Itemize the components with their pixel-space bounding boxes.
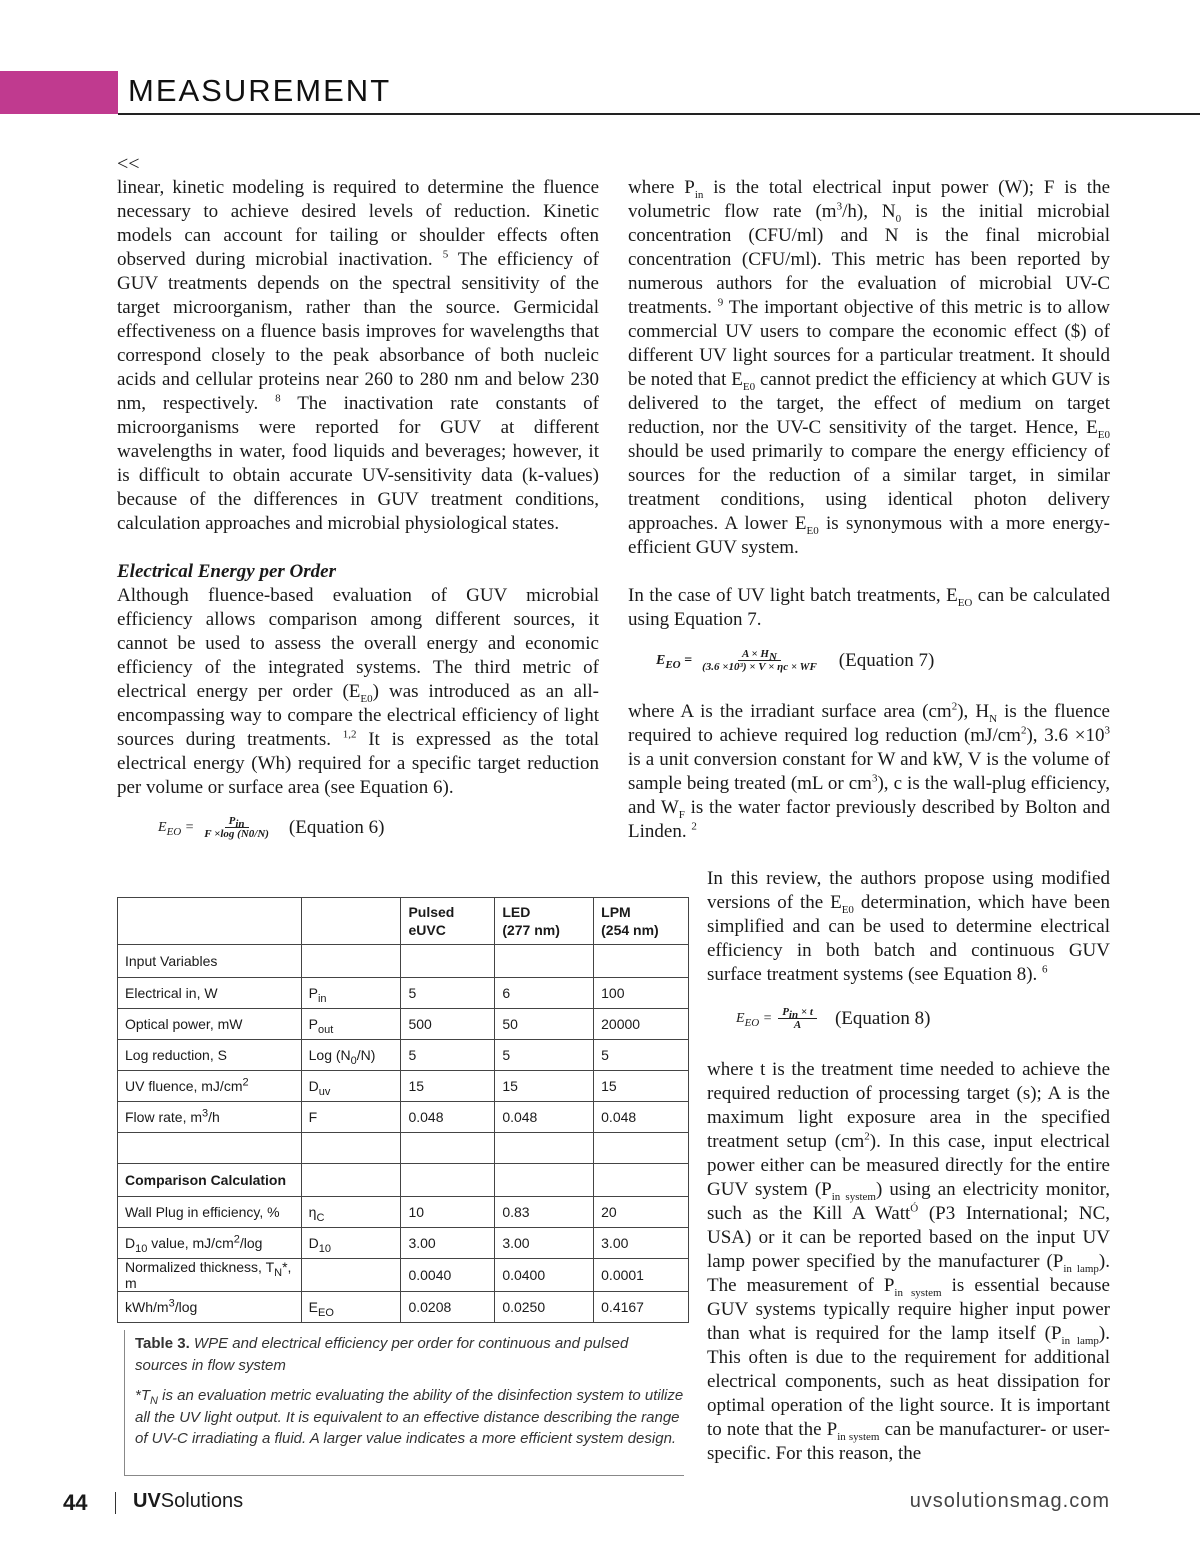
table-header-row (118, 898, 689, 945)
cell-pulsed: 0.0040 (401, 1259, 495, 1292)
table-row (118, 1197, 689, 1228)
cell-lpm: 5 (594, 1040, 689, 1071)
table-row (118, 978, 689, 1009)
equation-7-formula: $E_{EO}$ = $\frac{A \times H_N}{\text{(3.6 ×10³) × V × ηc × WF}}$ (656, 648, 817, 673)
right-narrow-column (707, 867, 1110, 987)
caption-title: Table 3. WPE and electrical efficiency per order for continuous and pulsed sources in flow system (135, 1335, 629, 1374)
row-symbol: $D_{uv}$ (301, 1071, 401, 1102)
body-paragraph: In this review, the authors propose using modified versions of the $E_{E0}$ determination, which have been simplified and can be used to determine electrical efficiency in both batch and continuous GUV surface treatment systems (see Equation 8). $^6$ (707, 868, 1110, 985)
equation-6 (158, 815, 384, 840)
row-label: Electrical in, W (118, 978, 302, 1009)
table-header-cell: LED (277 nm) (495, 898, 594, 945)
body-paragraph: Although fluence-based evaluation of GUV microbial efficiency allows comparison among different sources, it cannot be used to assess the overall energy and economic efficiency of the integrated systems. The third metric of electrical energy per order $(E_{E0})$ was introduced as an all-encompassing way to compare the electrical efficiency of light sources during treatments. $^{1,2}$ It is expressed as the total electrical energy (Wh) required for a specific target reduction per volume or surface area (see Equation 6). (117, 585, 599, 798)
row-symbol: $P_{in}$ (301, 978, 401, 1009)
row-label: Wall Plug in efficiency, % (118, 1197, 302, 1228)
cell-pulsed: 15 (401, 1071, 495, 1102)
row-label: Flow rate, $m^3/h$ (118, 1102, 302, 1133)
table-row (118, 1228, 689, 1259)
cell-pulsed: 5 (401, 1040, 495, 1071)
table-row (118, 1259, 689, 1292)
body-paragraph: where t is the treatment time needed to achieve the required reduction of processing target (s); A is the maximum light exposure area in the specified treatment setup $(cm^2)$. In this case, input electrical power either can be measured directly for the entire GUV system $(P_{in system})$ using an electricity monitor, such as the Kill A Watt$^Ó$ (P3 International; NC, USA) or it can be reported based on the input UV lamp power specified by the manufacturer $(P_{in lamp})$. The measurement of $P_{in system}$ is essential because GUV systems typically require higher input power than what is required for the lamp itself $(P_{in lamp})$. This often is due to the requirement for additional electrical components, such as heat dissipation for optimal operation of the light source. It is important to note that the $P_{in system}$ can be manufacturer- or user-specific. For this reason, the (707, 1059, 1111, 1464)
cell-lpm: 0.0001 (594, 1259, 689, 1292)
body-paragraph: where $P_{in}$ is the total electrical input power (W); F is the volumetric flow rate $(m^3/h)$, $N_0$ is the initial microbial concentration (CFU/ml) and N is the final microbial concentration (CFU/ml). This metric has been reported by numerous authors for the evaluation of microbial UV-C treatments. $^9$ The important objective of this metric is to allow commercial UV users to compare the economic effect ($) of different UV light sources for a particular treatment. It should be noted that $E_{E0}$ cannot predict the efficiency at which GUV is delivered to the target, the effect of medium on target reduction, nor the UV-C sensitivity of the target. Hence, $E_{E0}$ should be used primarily to compare the energy efficiency of sources for the reduction of a similar target, in similar treatment conditions, using identical photon delivery approaches. A lower $E_{E0}$ is synonymous with a more energy-efficient GUV system. (628, 177, 1111, 558)
continuation-marker: << (117, 153, 140, 175)
table-header-cell (118, 898, 302, 945)
table-row (118, 1071, 689, 1102)
cell-pulsed: 10 (401, 1197, 495, 1228)
row-label: UV fluence, $mJ/cm^2$ (118, 1071, 302, 1102)
equation-8-formula: $E_{EO}$ = $\frac{P_{in} \times t}{A}$ (736, 1006, 817, 1031)
cell-lpm: 3.00 (594, 1228, 689, 1259)
table-caption (124, 1330, 684, 1476)
equation-8-label: (Equation 8) (834, 1007, 931, 1029)
row-symbol: $P_{out}$ (301, 1009, 401, 1040)
cell-led: 0.048 (495, 1102, 594, 1133)
equation-7 (656, 648, 934, 673)
body-paragraph: where A is the irradiant surface area $(cm^2)$, $H_N$ is the fluence required to achieve required log reduction $(mJ/cm^2)$, $3.6 \times 10^3$ is a unit conversion constant for W and kW, V is the volume of sample being treated (mL or $cm^3$), c is the wall-plug efficiency, and $W_F$ is the water factor previously described by Bolton and Linden. $^2$ (628, 700, 1110, 842)
cell-pulsed: 5 (401, 978, 495, 1009)
body-paragraph: linear, kinetic modeling is required to determine the fluence necessary to achieve desired levels of reduction. Kinetic models can account for tailing or shoulder effects often observed during microbial inactivation. $^5$ The efficiency of GUV treatments depends on the spectral sensitivity of the target microorganism, rather than the source. Germicidal effectiveness on a fluence basis improves for wavelengths that correspond closely to the peak absorbance of both nucleic acids and cellular proteins near 260 to 280 nm and below 230 nm, respectively. $^8$ The inactivation rate constants of microorganisms were reported for GUV at different wavelengths in water, food liquids and beverages; however, it is difficult to obtain accurate UV-sensitivity data (k-values) because of the differences in GUV treatment conditions, calculation approaches and microbial physiological states. (117, 177, 600, 534)
table-section-label: Input Variables (118, 945, 302, 978)
page-number: 44 (63, 1490, 88, 1515)
footer-separator (115, 1492, 116, 1514)
table-row (118, 1102, 689, 1133)
cell-led: 15 (495, 1071, 594, 1102)
row-label: $D_{10}$ value, $mJ/cm^2/\log$ (118, 1228, 302, 1259)
row-symbol: F (301, 1102, 401, 1133)
row-symbol (301, 1259, 401, 1292)
header-rule (118, 113, 1200, 115)
table-header-cell: Pulsed eUVC (401, 898, 495, 945)
table-header-cell (301, 898, 401, 945)
row-symbol: $D_{10}$ (301, 1228, 401, 1259)
table-section-row (118, 945, 689, 978)
table-row (118, 1009, 689, 1040)
cell-lpm: 100 (594, 978, 689, 1009)
cell-led: 0.0400 (495, 1259, 594, 1292)
cell-pulsed: 500 (401, 1009, 495, 1040)
cell-lpm: 0.4167 (594, 1292, 689, 1323)
right-narrow-column-lower (707, 1058, 1110, 1466)
equation-7-label: (Equation 7) (838, 649, 935, 671)
table-spacer-row (118, 1133, 689, 1164)
section-color-bar (0, 71, 118, 114)
equation-6-formula: $E_{EO}$ = $\frac{P_{in}}{F \times\log (N0/N)}$ (158, 815, 269, 840)
cell-pulsed: 3.00 (401, 1228, 495, 1259)
cell-lpm: 0.048 (594, 1102, 689, 1133)
equation-8 (736, 1006, 930, 1031)
cell-led: 3.00 (495, 1228, 594, 1259)
equation-6-label: (Equation 6) (288, 816, 385, 838)
row-symbol: Log $(N_0/N)$ (301, 1040, 401, 1071)
row-symbol: $\eta_C$ (301, 1197, 401, 1228)
table-header-cell: LPM (254 nm) (594, 898, 689, 945)
row-label: Optical power, mW (118, 1009, 302, 1040)
cell-led: 5 (495, 1040, 594, 1071)
table-row (118, 1040, 689, 1071)
cell-led: 6 (495, 978, 594, 1009)
cell-lpm: 20 (594, 1197, 689, 1228)
caption-note: $*T_N$ is an evaluation metric evaluating the ability of the disinfection system to utilize all the UV light output. It is equivalent to an effective distance describing the range of UV-C irradiating a fluid. A larger value indicates a more efficient system design. (135, 1387, 684, 1447)
row-symbol: $E_{EO}$ (301, 1292, 401, 1323)
section-heading: Electrical Energy per Order (117, 561, 337, 582)
row-label: kWh/$m^3/\log$ (118, 1292, 302, 1323)
left-column (117, 152, 599, 800)
right-column (628, 176, 1110, 632)
body-paragraph: In the case of UV light batch treatments, $E_{EO}$ can be calculated using Equation 7. (628, 585, 1110, 630)
table-section-row (118, 1164, 689, 1197)
row-label: Log reduction, S (118, 1040, 302, 1071)
cell-led: 0.83 (495, 1197, 594, 1228)
cell-lpm: 20000 (594, 1009, 689, 1040)
row-label: Normalized thickness, $T_N*$, m (118, 1259, 302, 1292)
section-title: MEASUREMENT (128, 73, 392, 108)
data-table (117, 897, 689, 1323)
cell-led: 50 (495, 1009, 594, 1040)
table-row (118, 1292, 689, 1323)
magazine-website: uvsolutionsmag.com (909, 1490, 1110, 1512)
cell-lpm: 15 (594, 1071, 689, 1102)
table-section-label: Comparison Calculation (118, 1164, 302, 1197)
cell-pulsed: 0.048 (401, 1102, 495, 1133)
cell-led: 0.0250 (495, 1292, 594, 1323)
right-column-mid (628, 700, 1110, 844)
cell-pulsed: 0.0208 (401, 1292, 495, 1323)
magazine-brand: UVSolutions (133, 1490, 244, 1512)
